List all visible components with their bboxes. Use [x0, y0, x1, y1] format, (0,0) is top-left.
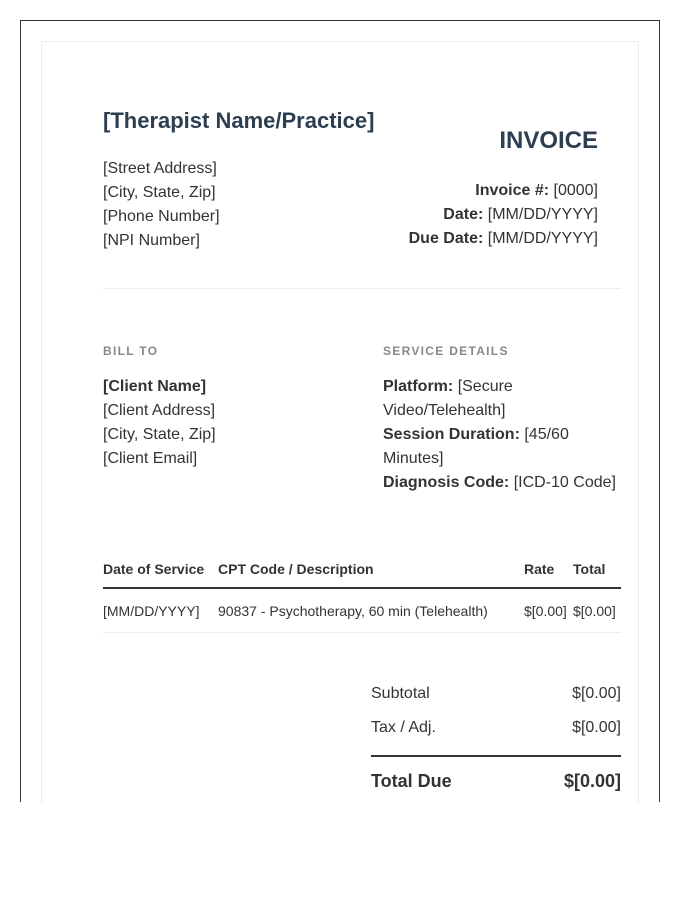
invoice-number-value: [0000] [553, 182, 598, 199]
invoice-due-label: Due Date: [408, 230, 484, 247]
client-city-state-zip: [City, State, Zip] [103, 426, 216, 443]
total-due-label: Total Due [371, 771, 452, 791]
invoice-date-row [409, 203, 598, 227]
tax-row [371, 711, 621, 745]
service-details-block [383, 375, 633, 495]
platform-row [383, 375, 633, 423]
invoice-date-label: Date: [443, 206, 484, 223]
invoice-sheet [41, 41, 639, 803]
diagnosis-row [383, 471, 633, 495]
tax-value: $[0.00] [572, 719, 621, 736]
header-date-of-service: Date of Service [103, 554, 218, 588]
client-email: [Client Email] [103, 450, 198, 467]
table-header-row [103, 554, 621, 588]
table-row [103, 588, 621, 633]
practice-address [103, 157, 220, 253]
duration-label: Session Duration: [383, 426, 520, 443]
practice-phone: [Phone Number] [103, 208, 220, 225]
duration-row [383, 423, 633, 471]
platform-value: [Secure Video/Telehealth] [383, 378, 513, 419]
bill-to-heading: BILL TO [103, 344, 159, 358]
invoice-title: INVOICE [499, 127, 598, 154]
invoice-due-value: [MM/DD/YYYY] [487, 230, 598, 247]
subtotal-row [371, 677, 621, 711]
diagnosis-value: [ICD-10 Code] [513, 474, 616, 491]
header-total: Total [573, 554, 621, 588]
row-date-of-service: [MM/DD/YYYY] [103, 588, 218, 633]
practice-name: [Therapist Name/Practice] [103, 108, 375, 133]
subtotal-value: $[0.00] [572, 685, 621, 702]
diagnosis-label: Diagnosis Code: [383, 474, 510, 491]
header-rate: Rate [524, 554, 573, 588]
totals-block [371, 677, 621, 805]
invoice-date-value: [MM/DD/YYYY] [487, 206, 598, 223]
total-due-value: $[0.00] [563, 771, 621, 791]
bill-to-block [103, 375, 216, 471]
duration-value: [45/60 Minutes] [383, 426, 569, 467]
invoice-number-row [409, 179, 598, 203]
practice-street: [Street Address] [103, 160, 217, 177]
row-rate: $[0.00] [524, 588, 573, 633]
row-total: $[0.00] [573, 588, 621, 633]
page-frame [20, 20, 660, 802]
row-cpt-description: 90837 - Psychotherapy, 60 min (Telehealth) [218, 588, 524, 633]
header-cpt-description: CPT Code / Description [218, 554, 524, 588]
practice-npi: [NPI Number] [103, 232, 200, 249]
total-due-row [371, 757, 621, 805]
subtotal-label: Subtotal [371, 685, 430, 702]
header-divider [103, 288, 621, 289]
invoice-meta [409, 179, 598, 251]
platform-label: Platform: [383, 378, 454, 395]
invoice-due-row [409, 227, 598, 251]
line-items-table [103, 554, 621, 633]
tax-label: Tax / Adj. [371, 719, 436, 736]
practice-city-state-zip: [City, State, Zip] [103, 184, 216, 201]
service-details-heading: SERVICE DETAILS [383, 344, 509, 358]
client-address: [Client Address] [103, 402, 216, 419]
client-name: [Client Name] [103, 378, 207, 395]
invoice-number-label: Invoice #: [475, 182, 550, 199]
